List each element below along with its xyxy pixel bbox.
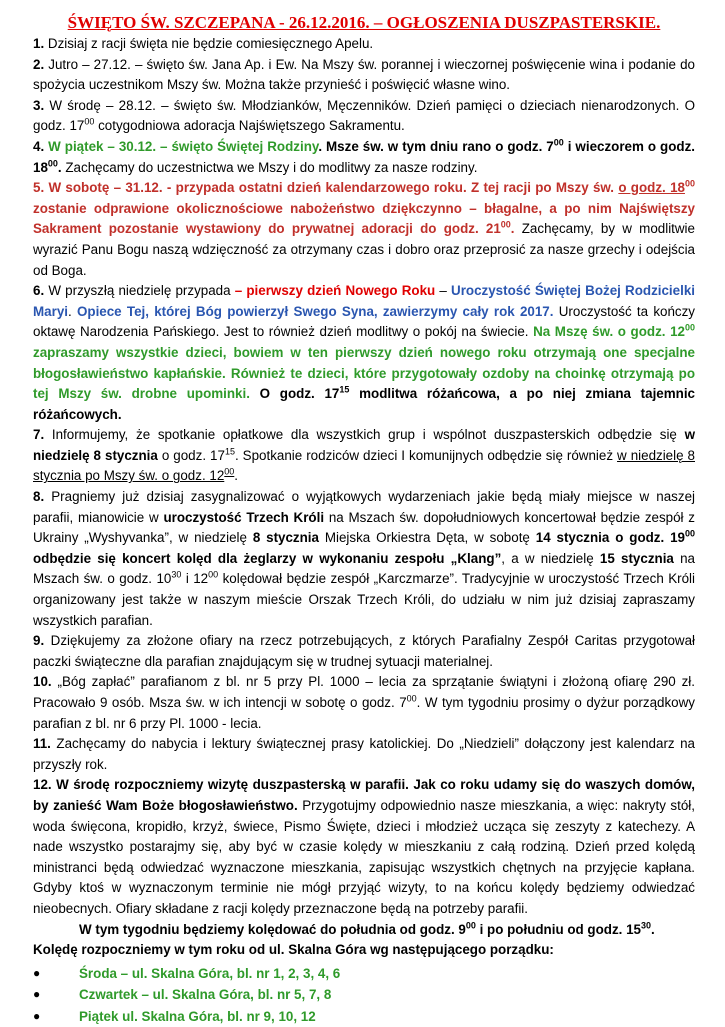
announcement-5 xyxy=(33,178,695,281)
announcement-text: i 12 xyxy=(181,571,209,587)
highlight-blue: Opiece Tej, której Bóg powierzył Swego Syna, zawierzymy cały rok 2017. xyxy=(76,303,554,319)
announcement-text: . W tym tygodniu prosimy o dyżur porządkowy parafian z bl. nr 6 przy Pl. 1000 - lecia. xyxy=(33,695,695,731)
item-number: 10. xyxy=(33,674,52,690)
item-number: 9. xyxy=(33,633,45,649)
highlight-blue: Uroczystość Świętej Bożej Rodzicielki Maryi xyxy=(33,283,695,319)
schedule-day: Piątek ul. Skalna Góra, bl. nr 9, 10, 12 xyxy=(79,1008,316,1024)
time-superscript: 15 xyxy=(339,384,350,395)
time-superscript: 30 xyxy=(641,920,652,931)
time-superscript: 00 xyxy=(224,467,235,477)
highlight-green: W piątek – 30.12. – święto Świętej Rodziny xyxy=(44,138,319,154)
item-number: 4. xyxy=(33,138,45,154)
time-superscript: 00 xyxy=(684,322,695,333)
announcement-text: W środę – 28.12. – święto św. Młodzianków, Męczenników. Dzień pamięci o dzieciach nienarodzonych. O godz. 17 xyxy=(33,97,695,134)
announcement-text: cotygodniowa adoracja Najświętszego Sakramentu. xyxy=(94,118,405,134)
announcement-text: Informujemy, że spotkanie opłatkowe dla wszystkich grup i wspólnot duszpasterskich odbędzie się xyxy=(44,427,685,443)
bold-text: . Msze św. w tym dniu rano o godz. 7 xyxy=(318,138,554,154)
announcement-text: W przyszłą niedzielę przypada xyxy=(44,283,235,299)
bold-text: 8 stycznia xyxy=(252,530,319,546)
item-number: 3. xyxy=(33,97,45,113)
time-superscript: 30 xyxy=(171,569,182,580)
bold-text: modlitwa różańcowa, a po niej zmiana tajemnic różańcowych. xyxy=(33,386,695,422)
bold-text: Kolędę rozpoczniemy w tym roku od ul. Skalna Góra wg następującego porządku: xyxy=(33,942,554,958)
visit-schedule-list xyxy=(33,963,695,1027)
bold-text: w niedzielę 8 stycznia xyxy=(33,427,695,463)
announcement-text: Pragniemy już dzisiaj zasygnalizować o wyjątkowych wydarzeniach jakie będą miały miejsce w naszej parafii, mianowicie w xyxy=(33,489,695,525)
announcement-12 xyxy=(33,775,695,919)
item-number: 1. xyxy=(33,36,45,51)
bold-text: W tym tygodniu będziemy kolędować do południa od godz. 9 xyxy=(79,921,466,937)
announcement-text: , a w niedzielę xyxy=(501,550,600,566)
item-number: 11. xyxy=(33,736,51,752)
bold-text: i wieczorem o godz. 18 xyxy=(33,138,695,175)
announcement-8 xyxy=(33,487,695,631)
time-superscript: 00 xyxy=(553,137,564,148)
announcement-text: . xyxy=(234,468,239,484)
announcement-2 xyxy=(33,55,695,96)
time-superscript: 00 xyxy=(500,219,511,230)
item-number: 5. xyxy=(33,180,45,196)
time-superscript: 15 xyxy=(224,446,235,457)
time-superscript: 00 xyxy=(208,569,219,580)
announcement-text: Dziękujemy za złożone ofiary na rzecz potrzebujących, z których Parafialny Zespół Caritas przygotował paczki świąteczne dla parafian znajdującym się w trudnej sytuacji materialnej. xyxy=(33,633,695,669)
highlight-red: – pierwszy dzień Nowego Roku xyxy=(234,283,436,299)
announcement-11 xyxy=(33,734,695,775)
announcement-text: . xyxy=(67,303,77,319)
bold-text: . xyxy=(57,159,62,175)
highlight-red-underlined: o godz. 18 xyxy=(618,180,685,196)
bold-text: odbędzie się koncert kolęd dla żeglarzy w wykonaniu zespołu „Klang” xyxy=(33,550,502,566)
highlight-green: Na Mszę św. o godz. 12 xyxy=(533,324,685,340)
time-superscript: 00 xyxy=(684,528,695,539)
time-superscript: 00 xyxy=(684,178,695,189)
bold-text: 15 stycznia xyxy=(599,550,674,566)
item-number: 8. xyxy=(33,489,45,505)
list-item xyxy=(33,984,695,1006)
time-superscript: 00 xyxy=(465,920,476,931)
time-superscript: 00 xyxy=(406,693,417,704)
bold-text: W środę rozpoczniemy wizytę duszpasterską w parafii. Jak co roku udamy się do waszych domów, by zanieść Wam Boże błogosławieństwo. xyxy=(33,777,695,813)
announcement-text: Zachęcamy, by w modlitwie wyrazić Panu Bogu naszą wdzięczność za otrzymany czas i dobro oraz przeprosić za nasze grzechy i odejścia od Boga. xyxy=(33,221,695,278)
announcement-text: Miejska Orkiestra Dęta, w sobotę xyxy=(318,530,536,546)
page-title: ŚWIĘTO ŚW. SZCZEPANA - 26.12.2016. – OGŁOSZENIA DUSZPASTERSKIE. xyxy=(67,13,661,32)
bullet-icon: ● xyxy=(33,965,41,980)
time-superscript: 00 xyxy=(47,158,58,169)
announcement-text: Zachęcamy do uczestnictwa we Mszy i do modlitwy za nasze rodziny. xyxy=(61,159,478,175)
announcement-text: Zachęcamy do nabycia i lektury świątecznej prasy katolickiej. Do „Niedzieli” dołączony jest kalendarz na przyszły rok. xyxy=(33,736,695,772)
announcement-text: na Mszach św. dopołudniowych koncertował będzie zespół z Ukrainy „Wyshyvanka”, w niedzielę xyxy=(33,509,695,546)
item-number: 2. xyxy=(33,56,45,72)
announcement-text: „Bóg zapłać” parafianom z bl. nr 5 przy Pl. 1000 – lecia za sprzątanie świątyni i złożoną ofiarę 290 zł. Pracowało 9 osób. Msza św. w ich intencji w sobotę o godz. 7 xyxy=(33,674,695,710)
announcement-text: Przygotujmy odpowiednio nasze mieszkania, a więc: nakryty stół, woda święcona, kropidło, krzyż, świece, Pismo Święte, dzieci i młodzież ucząca się zeszyty z katechezy. A nade wszystko postarajmy się, aby być w czasie kolędy w mieszkaniu z całą rodziną. Dzień przed kolędą ministranci będą odwiedzać wyznaczone mieszkania, zapisując wszystkich chętnych na przyjęcie kapłana. Gdyby ktoś w wyznaczonym terminie nie mógł przyjąć wizyty, to na końcu kolędy będziemy odwiedzać nieobecnych. Ofiary składane z racji kolędy przeznaczone będą na potrzeby parafii. xyxy=(33,797,695,916)
announcement-text: Dzisiaj z racji święta nie będzie comiesięcznego Apelu. xyxy=(44,36,374,51)
list-item xyxy=(33,963,695,985)
bullet-icon: ● xyxy=(33,1008,41,1023)
announcement-text: kolędował będzie zespół „Karczmarze”. Tradycyjnie w uroczystość Trzech Króli organizowany jest także w naszym mieście Orszak Trzech Króli, do udziału w nim już dzisiaj zapraszamy wszystkich parafian. xyxy=(33,571,695,628)
highlight-red: W sobotę – 31.12. - przypada ostatni dzień kalendarzowego roku. Z tej racji po Mszy św. xyxy=(44,180,619,196)
announcement-4 xyxy=(33,137,695,178)
announcement-6 xyxy=(33,281,695,425)
bold-text: . xyxy=(47,777,57,793)
schedule-day: Czwartek – ul. Skalna Góra, bl. nr 5, 7, 8 xyxy=(79,987,332,1003)
bullet-icon: ● xyxy=(33,987,41,1002)
announcement-text: Uroczystość ta kończy oktawę Narodzenia Pańskiego. Jest to również dzień modlitwy o pokój na świecie. xyxy=(33,303,696,340)
announcement-text: . Spotkanie rodziców dzieci I komunijnych odbędzie się również xyxy=(234,447,618,463)
bold-text: O godz. 17 xyxy=(249,386,340,402)
bold-text: 14 stycznia o godz. 19 xyxy=(535,530,685,546)
highlight-red: zostanie odprawione okolicznościowe nabożeństwo dziękczynno – błagalne, a po nim Najświętszy Sakrament pozostanie wystawiony do prywatnej adoracji do godz. 21 xyxy=(33,200,695,237)
closing-schedule-intro xyxy=(33,920,695,961)
highlight-green: zapraszamy wszystkie dzieci, bowiem w ten pierwszy dzień nowego roku otrzymają one specjalne błogosławieństwo kapłańskie. Również te dzieci, które przygotowały ozdoby na choinkę otrzymają po tej Mszy św. drobne upominki. xyxy=(33,344,695,402)
bold-text: i po południu od godz. 15 xyxy=(475,921,642,937)
announcement-text: na Mszach św. o godz. 10 xyxy=(33,550,695,587)
announcement-9 xyxy=(33,631,695,672)
bold-text: uroczystość Trzech Króli xyxy=(163,509,325,525)
schedule-day: Środa – ul. Skalna Góra, bl. nr 1, 2, 3, 4, 6 xyxy=(79,965,341,981)
underlined-text: w niedzielę 8 stycznia po Mszy św. o godz. 12 xyxy=(33,447,695,484)
item-number: 12 xyxy=(33,777,48,793)
announcement-3 xyxy=(33,96,695,137)
announcement-text: Jutro – 27.12. – święto św. Jana Ap. i Ew. Na Mszy św. porannej i wieczornej poświęcenie wina i podanie do spożycia uczestnikom Mszy św. Można także przynieść i poświęcić własne wino. xyxy=(33,56,695,93)
bold-text: . xyxy=(651,921,655,937)
time-superscript: 00 xyxy=(84,116,95,127)
announcement-text: – xyxy=(435,283,452,299)
announcement-7 xyxy=(33,425,695,487)
item-number: 7. xyxy=(33,427,45,443)
announcement-1 xyxy=(33,34,695,55)
item-number: 6. xyxy=(33,283,45,299)
highlight-red: . xyxy=(510,221,515,237)
announcement-text: o godz. 17 xyxy=(157,447,225,463)
announcement-10 xyxy=(33,672,695,734)
